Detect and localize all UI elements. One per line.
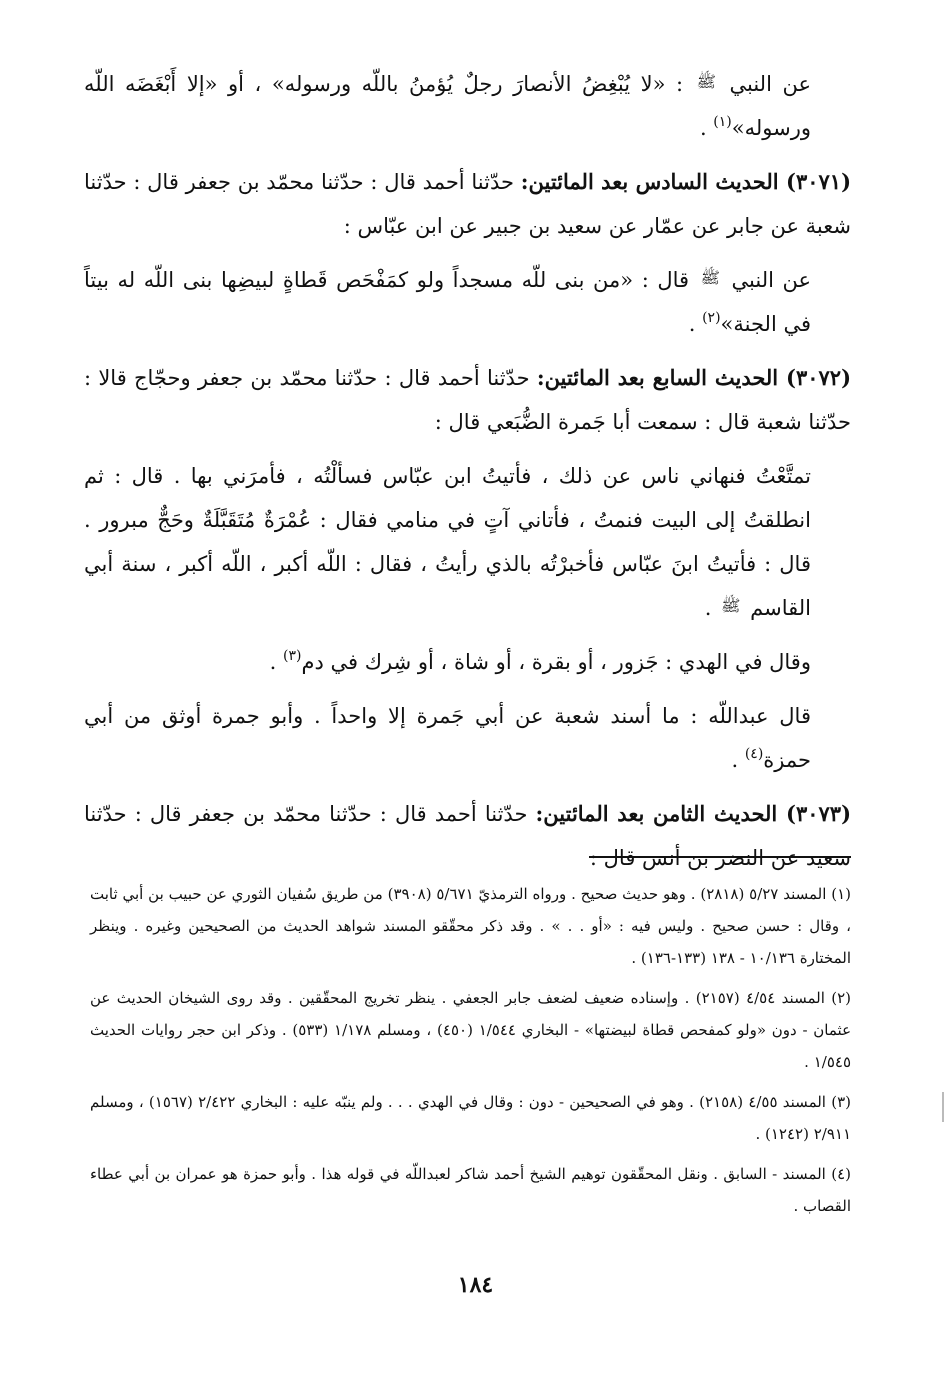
hadith-3071-matn (84, 258, 851, 346)
sentence-end: . (688, 312, 703, 336)
isnad-text: حدّثنا أحمد قال : حدّثنا محمّد بن جعفر وحجّاج قالا : حدّثنا شعبة قال : سمعت أبا جَمرة الضُّبَعي قال : (84, 366, 851, 434)
sentence-end: . (269, 650, 284, 674)
hadith-number-title: (٣٠٧١) الحديث السادس بعد المائتين: (520, 169, 851, 194)
main-text (84, 62, 851, 890)
text-segment: وقال في الهدي : جَزور ، أو بقرة ، أو شاة ، أو شِرك في دم (301, 650, 811, 674)
hadith-3072-heading (84, 356, 851, 444)
footnote-ref-2: (٢) (702, 310, 721, 326)
hadith-3072-hady (84, 640, 851, 684)
text-segment: عن النبي (729, 72, 811, 96)
hadith-number-title: (٣٠٧٣) الحديث الثامن بعد المائتين: (535, 801, 851, 826)
text-segment: عن النبي (731, 268, 812, 292)
hadith-3072-comment (84, 694, 851, 782)
footnote-4: (٤) المسند - السابق . ونقل المحقّقون توهيم الشيخ أحمد شاكر لعبداللّه في قوله هذا . وأبو حمزة هو عمران بن أبي عطاء القصاب . (90, 1165, 851, 1215)
text-segment: : «لا يُبْغِضُ الأنصارَ رجلٌ يُؤمنُ باللّه ورسوله» ، أو «إلا أَبْغَضَه اللّه ورسوله» (84, 72, 811, 140)
hadith-number-title: (٣٠٧٢) الحديث السابع بعد المائتين: (536, 365, 852, 390)
footnote-2: (٢) المسند ٤/٥٤ (٢١٥٧) . وإسناده ضعيف لضعف جابر الجعفي . ينظر تخريج المحقّقين . وقد روى الشيخان الحديث عن عثمان - دون «ولو كمفحص قطاة لبيضتها» - البخاري ١/٥٤٤ (٤٥٠) ، ومسلم ١/١٧٨ (٥٣٣) . وذكر ابن حجر روايات الحديث ١/٥٤٥ . (90, 989, 852, 1071)
footnote-3: (٣) المسند ٤/٥٥ (٢١٥٨) . وهو في الصحيحين - دون : وقال في الهدي . . . ولم ينبّه عليه : البخاري ٢/٤٢٢ (١٥٦٧) ، ومسلم ٢/٩١١ (١٢٤٢) . (90, 1093, 851, 1143)
text-segment: قال عبداللّه : ما أسند شعبة عن أبي جَمرة إلا واحداً . وأبو جمرة أوثق من أبي حمزة (84, 704, 811, 772)
footnote-1: (١) المسند ٥/٢٧ (٢٨١٨) . وهو حديث صحيح . ورواه الترمذيّ ٥/٦٧١ (٣٩٠٨) من طريق سُفيان الثوري عن حبيب بن أبي ثابت ، وقال : حسن صحيح . وليس فيه : «أو . . » . وقد ذكر محقّقو المسند شواهد الحديث من الصحيحين وغيره . وينظر المختارة ١٠/١٣٦ - ١٣٨ (١٣٣-١٣٦) . (90, 885, 851, 967)
text-segment: تمتَّعْتُ فنهاني ناس عن ذلك ، فأتيتُ ابن عبّاس فسألْتُه ، فأمرَني بها . قال : ثم انطلقتُ إلى البيت فنمتُ ، فأتاني آتٍ في منامي فقال : عُمْرَةٌ مُتَقَبَّلَةٌ وحَجٌّ مبرور . قال : فأتيتُ ابنَ عبّاس فأخبرْتُه بالذي رأيتُ ، فقال : اللّه أكبر ، اللّه أكبر ، سنة أبي القاسم (84, 464, 811, 620)
hadith-3070-continuation (84, 62, 851, 150)
footnotes (90, 878, 851, 1230)
footnote-ref-4: (٤) (744, 746, 764, 762)
hadith-3072-matn (84, 454, 851, 630)
footnote-ref-3: (٣) (283, 648, 302, 664)
salutation-glyph: ﷺ (700, 268, 720, 287)
sentence-end: . (731, 748, 745, 772)
isnad-text: حدّثنا أحمد قال : حدّثنا محمّد بن جعفر قال : حدّثنا سعيد عن النضر بن أنس قال : (84, 802, 851, 870)
isnad-text: حدّثنا أحمد قال : حدّثنا محمّد بن جعفر قال : حدّثنا شعبة عن جابر عن عمّار عن سعيد بن جبير عن ابن عبّاس : (84, 170, 851, 238)
salutation-glyph: ﷺ (696, 72, 716, 91)
sentence-end: . (699, 116, 714, 140)
scan-edge-mark (942, 1092, 944, 1122)
footnote-ref-1: (١) (713, 114, 732, 130)
hadith-3073-heading (84, 792, 851, 880)
hadith-3071-heading (84, 160, 851, 248)
page-number: ١٨٤ (457, 1272, 494, 1298)
text-segment: قال : «من بنى للّه مسجداً ولو كمَفْحَص قَطاةٍ لبيضِها بنى اللّه له بيتاً في الجنة» (84, 268, 811, 336)
salutation-glyph: ﷺ (721, 596, 741, 615)
sentence-end: . (704, 596, 719, 620)
footnote-separator (589, 856, 851, 858)
